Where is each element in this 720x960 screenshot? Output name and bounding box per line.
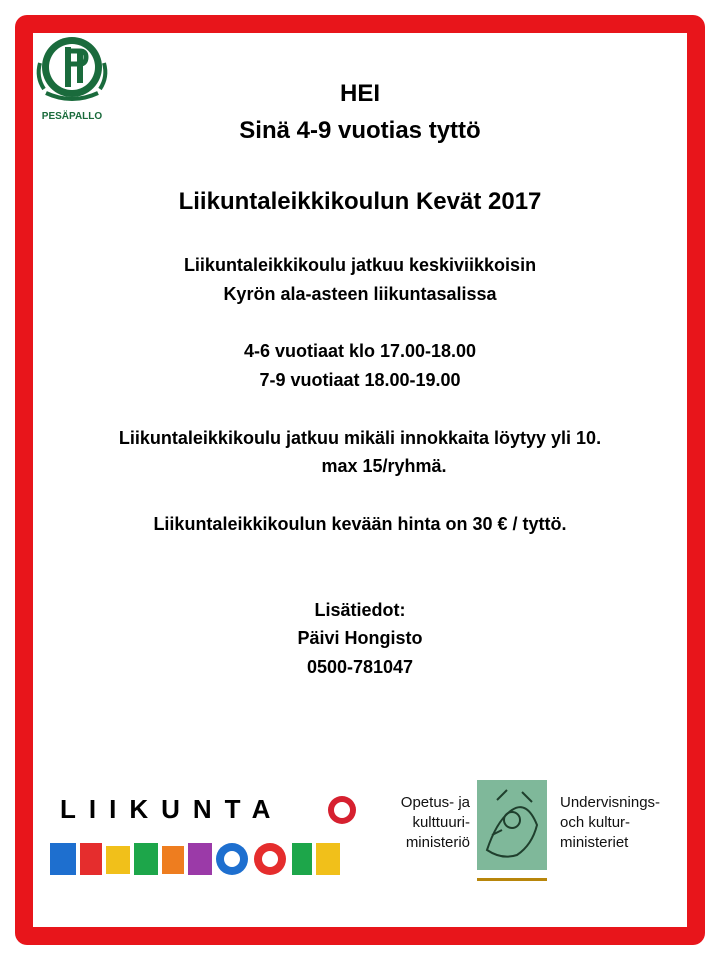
pesapallo-logo-text: PESÄPALLO xyxy=(41,111,103,122)
ministry-seal-icon xyxy=(477,780,547,885)
schedule-line-1: 4-6 vuotiaat klo 17.00-18.00 xyxy=(243,341,477,361)
ministry-name-finnish: Opetus- ja kulttuuri- ministeriö xyxy=(400,794,470,851)
poster-title: Liikuntaleikkikoulun Kevät 2017 xyxy=(178,188,542,215)
contact-phone: 0500-781047 xyxy=(306,657,414,677)
footer-logos xyxy=(40,760,700,910)
leikkikoulu-word: LEIKKIKOULU xyxy=(196,887,204,888)
location-line-2: Kyrön ala-asteen liikuntasalissa xyxy=(223,284,497,304)
contact-name: Päivi Hongisto xyxy=(297,628,423,648)
contact-label: Lisätiedot: xyxy=(314,600,406,620)
liikunta-word: LIIKUNTA xyxy=(60,794,284,824)
liikuntaleikkikoulu-logo xyxy=(50,788,365,888)
condition-line-2: max 15/ryhmä. xyxy=(321,456,447,476)
price-line: Liikuntaleikkikoulun kevään hinta on 30 € / tyttö. xyxy=(153,514,567,534)
greeting: HEI xyxy=(339,80,380,107)
location-line-1: Liikuntaleikkikoulu jatkuu keskiviikkoisin xyxy=(183,255,537,275)
audience-line: Sinä 4-9 vuotias tyttö xyxy=(239,117,481,144)
schedule-line-2: 7-9 vuotiaat 18.00-19.00 xyxy=(259,370,461,390)
ministry-name-swedish: Undervisnings- och kultur- ministeriet xyxy=(560,794,661,851)
condition-line-1: Liikuntaleikkikoulu jatkuu mikäli innokkaita löytyy yli 10. xyxy=(118,428,602,448)
pesapallo-logo xyxy=(32,27,112,127)
